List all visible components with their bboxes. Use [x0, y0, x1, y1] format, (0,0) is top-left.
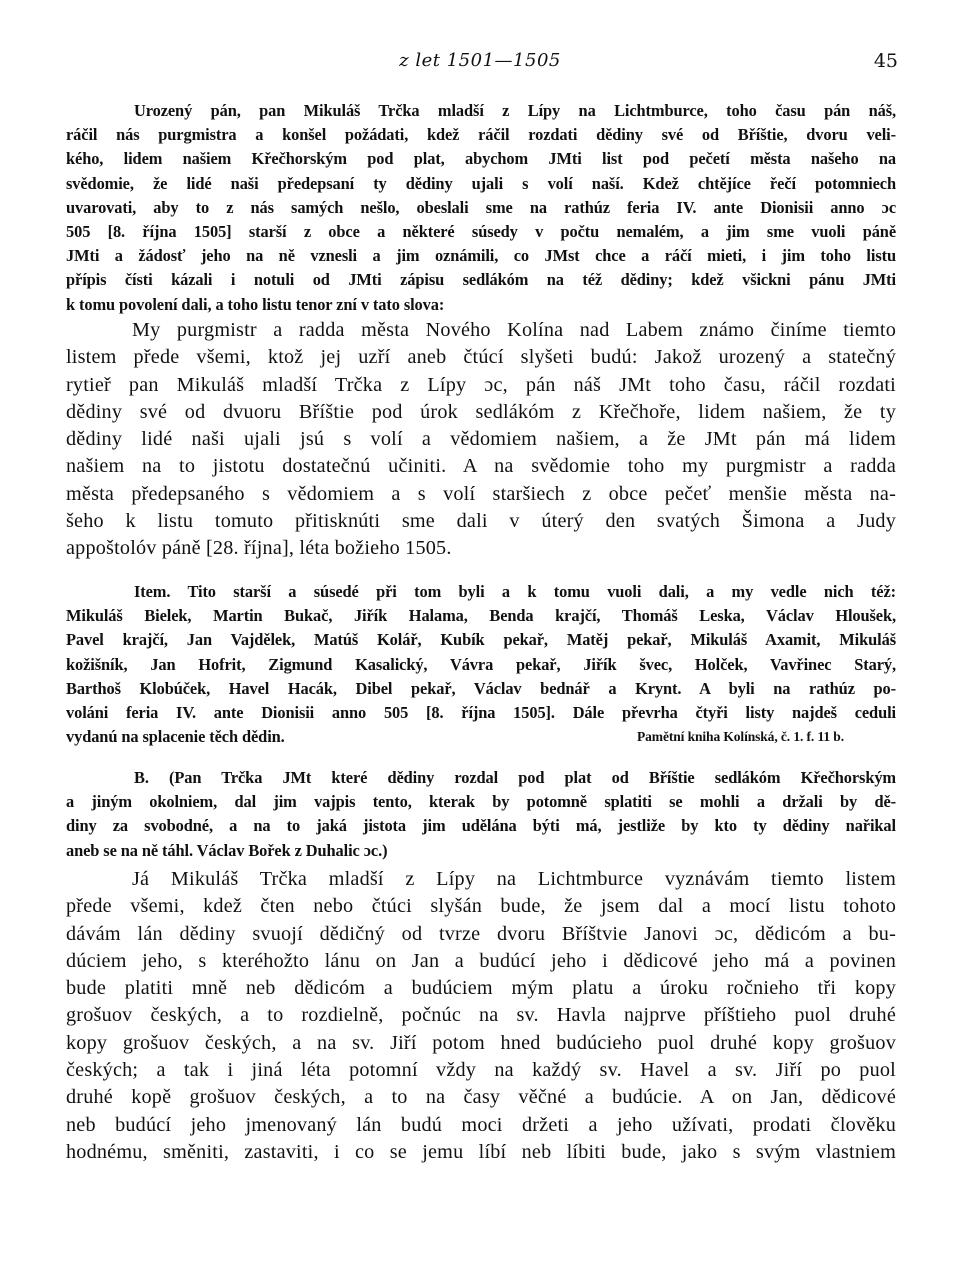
text-line: aneb se na ně táhl. Václav Bořek z Duhalic ɔc.) [66, 840, 388, 860]
text-line: dúciem jeho, s kteréhožto lánu on Jan a budúcí jeho i dědicové jeho má a povinen [66, 949, 896, 972]
text-line: města předepsaného s vědomiem a s volí staršiech z obce pečeť menšie města na- [66, 482, 896, 505]
paragraph-charter [66, 317, 896, 563]
text-line: listem přede všemi, ktož jej uzří aneb čtúcí slyšeti budú: Jakož urozený a statečný [66, 346, 896, 369]
paragraph-intro [66, 99, 896, 317]
text-line: přede všemi, kdež čten nebo čtúci slyšán bude, že jsem dal a mocí listu tohoto [66, 895, 896, 918]
text-line: Mikuláš Bielek, Martin Bukač, Jiřík Halama, Benda krajčí, Thomáš Leska, Václav Hloušek, [66, 606, 896, 626]
text-line: diny za svobodné, a na to jaká jistota jim udělána býti má, jestliže by kto ty dědiny nařikal [66, 816, 896, 836]
text-line: neb budúcí jeho jmenovaný lán budú moci držeti a jeho užívati, prodati člověku [66, 1113, 896, 1136]
text-line: Já Mikuláš Trčka mladší z Lípy na Lichtmburce vyznávám tiemto listem [132, 868, 896, 890]
text-line: dávám lán dědiny svuojí dědičný od tvrze dvoru Bříštvie Janovi ɔc, dědicóm a bu- [66, 922, 896, 945]
paragraph-deed [66, 866, 896, 1166]
text-line: Urozený pán, pan Mikuláš Trčka mladší z Lípy na Lichtmburce, toho času pán náš, [134, 101, 896, 120]
page-header [0, 50, 960, 76]
text-line: svědomie, že lidé naši předepsaní ty dědiny ujali s volí naší. Kdež chtějíce řečí potomniech [66, 173, 896, 193]
text-line: Barthoš Klobúček, Havel Hacák, Dibel pekař, Václav bednář a Krynt. A byli na rathúz po- [66, 678, 896, 698]
text-line-with-source [66, 725, 896, 749]
text-line: bude platiti mně neb dědicóm a budúciem mým platu a úroku ročnieho tři kopy [66, 977, 896, 1000]
text-line: kého, lidem našiem Křečhorským pod plat, abychom JMti list pod pečetí města našeho na [66, 149, 896, 169]
text-line: českých; a tak i jiná léta potomní vždy na každý sv. Havel a sv. Jiří po puol [66, 1059, 896, 1082]
text-line: kožišník, Jan Hofrit, Zigmund Kasalický, Vávra pekař, Jiřík švec, Holček, Vavřinec Starý, [66, 654, 896, 674]
text-line: 505 [8. října 1505] starší z obce a některé súsedy v počtu nemalém, a jim sme vuoli páně [66, 221, 896, 241]
text-line: grošuov českých, a to rozdielně, počnúc na sv. Havla najprve příštieho puol druhé [66, 1004, 896, 1027]
text-line: k tomu povolení dali, a toho listu tenor zní v tato slova: [66, 294, 445, 314]
text-line: a jiným okolniem, dal jim vajpis tento, kterak by potomně splatiti se mohli a držali by dě- [66, 792, 896, 812]
text-line: voláni feria IV. ante Dionisii anno 505 [8. října 1505]. Dále převrha čtyři listy najdeš ceduli [66, 702, 896, 722]
text-line: My purgmistr a radda města Nového Kolína nad Labem známo činíme tiemto [132, 319, 896, 341]
text-line: ráčil nás purgmistra a konšel požádati, kdež ráčil rozdati dědiny své od Bříštie, dvoru veli- [66, 125, 896, 145]
text-line: Item. Tito starší a súsedé při tom byli a k tomu vuoli dali, a my vedle nich též: [134, 582, 896, 601]
text-line: dědiny své od dvuoru Bříštie pod úrok sedlákóm z Křečhoře, lidem našiem, že ty [66, 400, 896, 423]
running-title: z let 1501—1505 [399, 50, 561, 71]
paragraph-heading-b [66, 766, 896, 863]
text-line: kopy grošuov českých, a na sv. Jiří potom hned budúcieho puol druhé kopy grošuov [66, 1031, 896, 1054]
text-line: vydanú na splacenie těch dědin. [66, 727, 285, 747]
source-note: Pamětní kniha Kolínská, č. 1. f. 11 b. [637, 729, 844, 745]
text-line: appoštolóv páně [28. října], léta božieho 1505. [66, 537, 452, 560]
text-line: druhé kopě grošuov českých, a to na časy věčné a budúcie. A on Jan, dědicové [66, 1086, 896, 1109]
text-line: uvarovati, aby to z nás samých nešlo, obeslali sme na rathúz feria IV. ante Dionisii anno ɔc [66, 197, 896, 217]
text-line: šeho k listu tomuto přitisknúti sme dali v úterý den svatých Šimona a Judy [66, 510, 896, 533]
text-line: rytieř pan Mikuláš mladší Trčka z Lípy ɔc, pán náš JMt toho času, ráčil rozdati [66, 373, 896, 396]
paragraph-witnesses [66, 580, 896, 749]
text-line: JMti a žádosť jeho na ně vznesli a jim oznámili, co JMst chce a ráčí mieti, i jim toho listu [66, 246, 896, 266]
text-line: přípis čísti kázali i notuli od JMti zápisu sedlákóm na též dědiny; kdež všickni pánu JMti [66, 270, 896, 290]
page-number: 45 [873, 50, 898, 72]
text-line: našiem na to jistotu dostatečnú učiniti. A na svědomie toho my purgmistr a radda [66, 455, 896, 478]
text-line: dědiny lidé naši ujali jsú s volí a vědomiem našiem, a že JMt pán má lidem [66, 428, 896, 451]
text-line: hodnému, směniti, zastaviti, i co se jemu líbí neb líbiti bude, jako s svým vlastniem [66, 1140, 896, 1163]
text-line: Pavel krajčí, Jan Vajdělek, Matúš Kolář, Kubík pekař, Matěj pekař, Mikuláš Axamit, Mikuláš [66, 630, 896, 650]
text-line: B. (Pan Trčka JMt které dědiny rozdal pod plat od Bříštie sedlákóm Křečhorským [134, 768, 896, 787]
